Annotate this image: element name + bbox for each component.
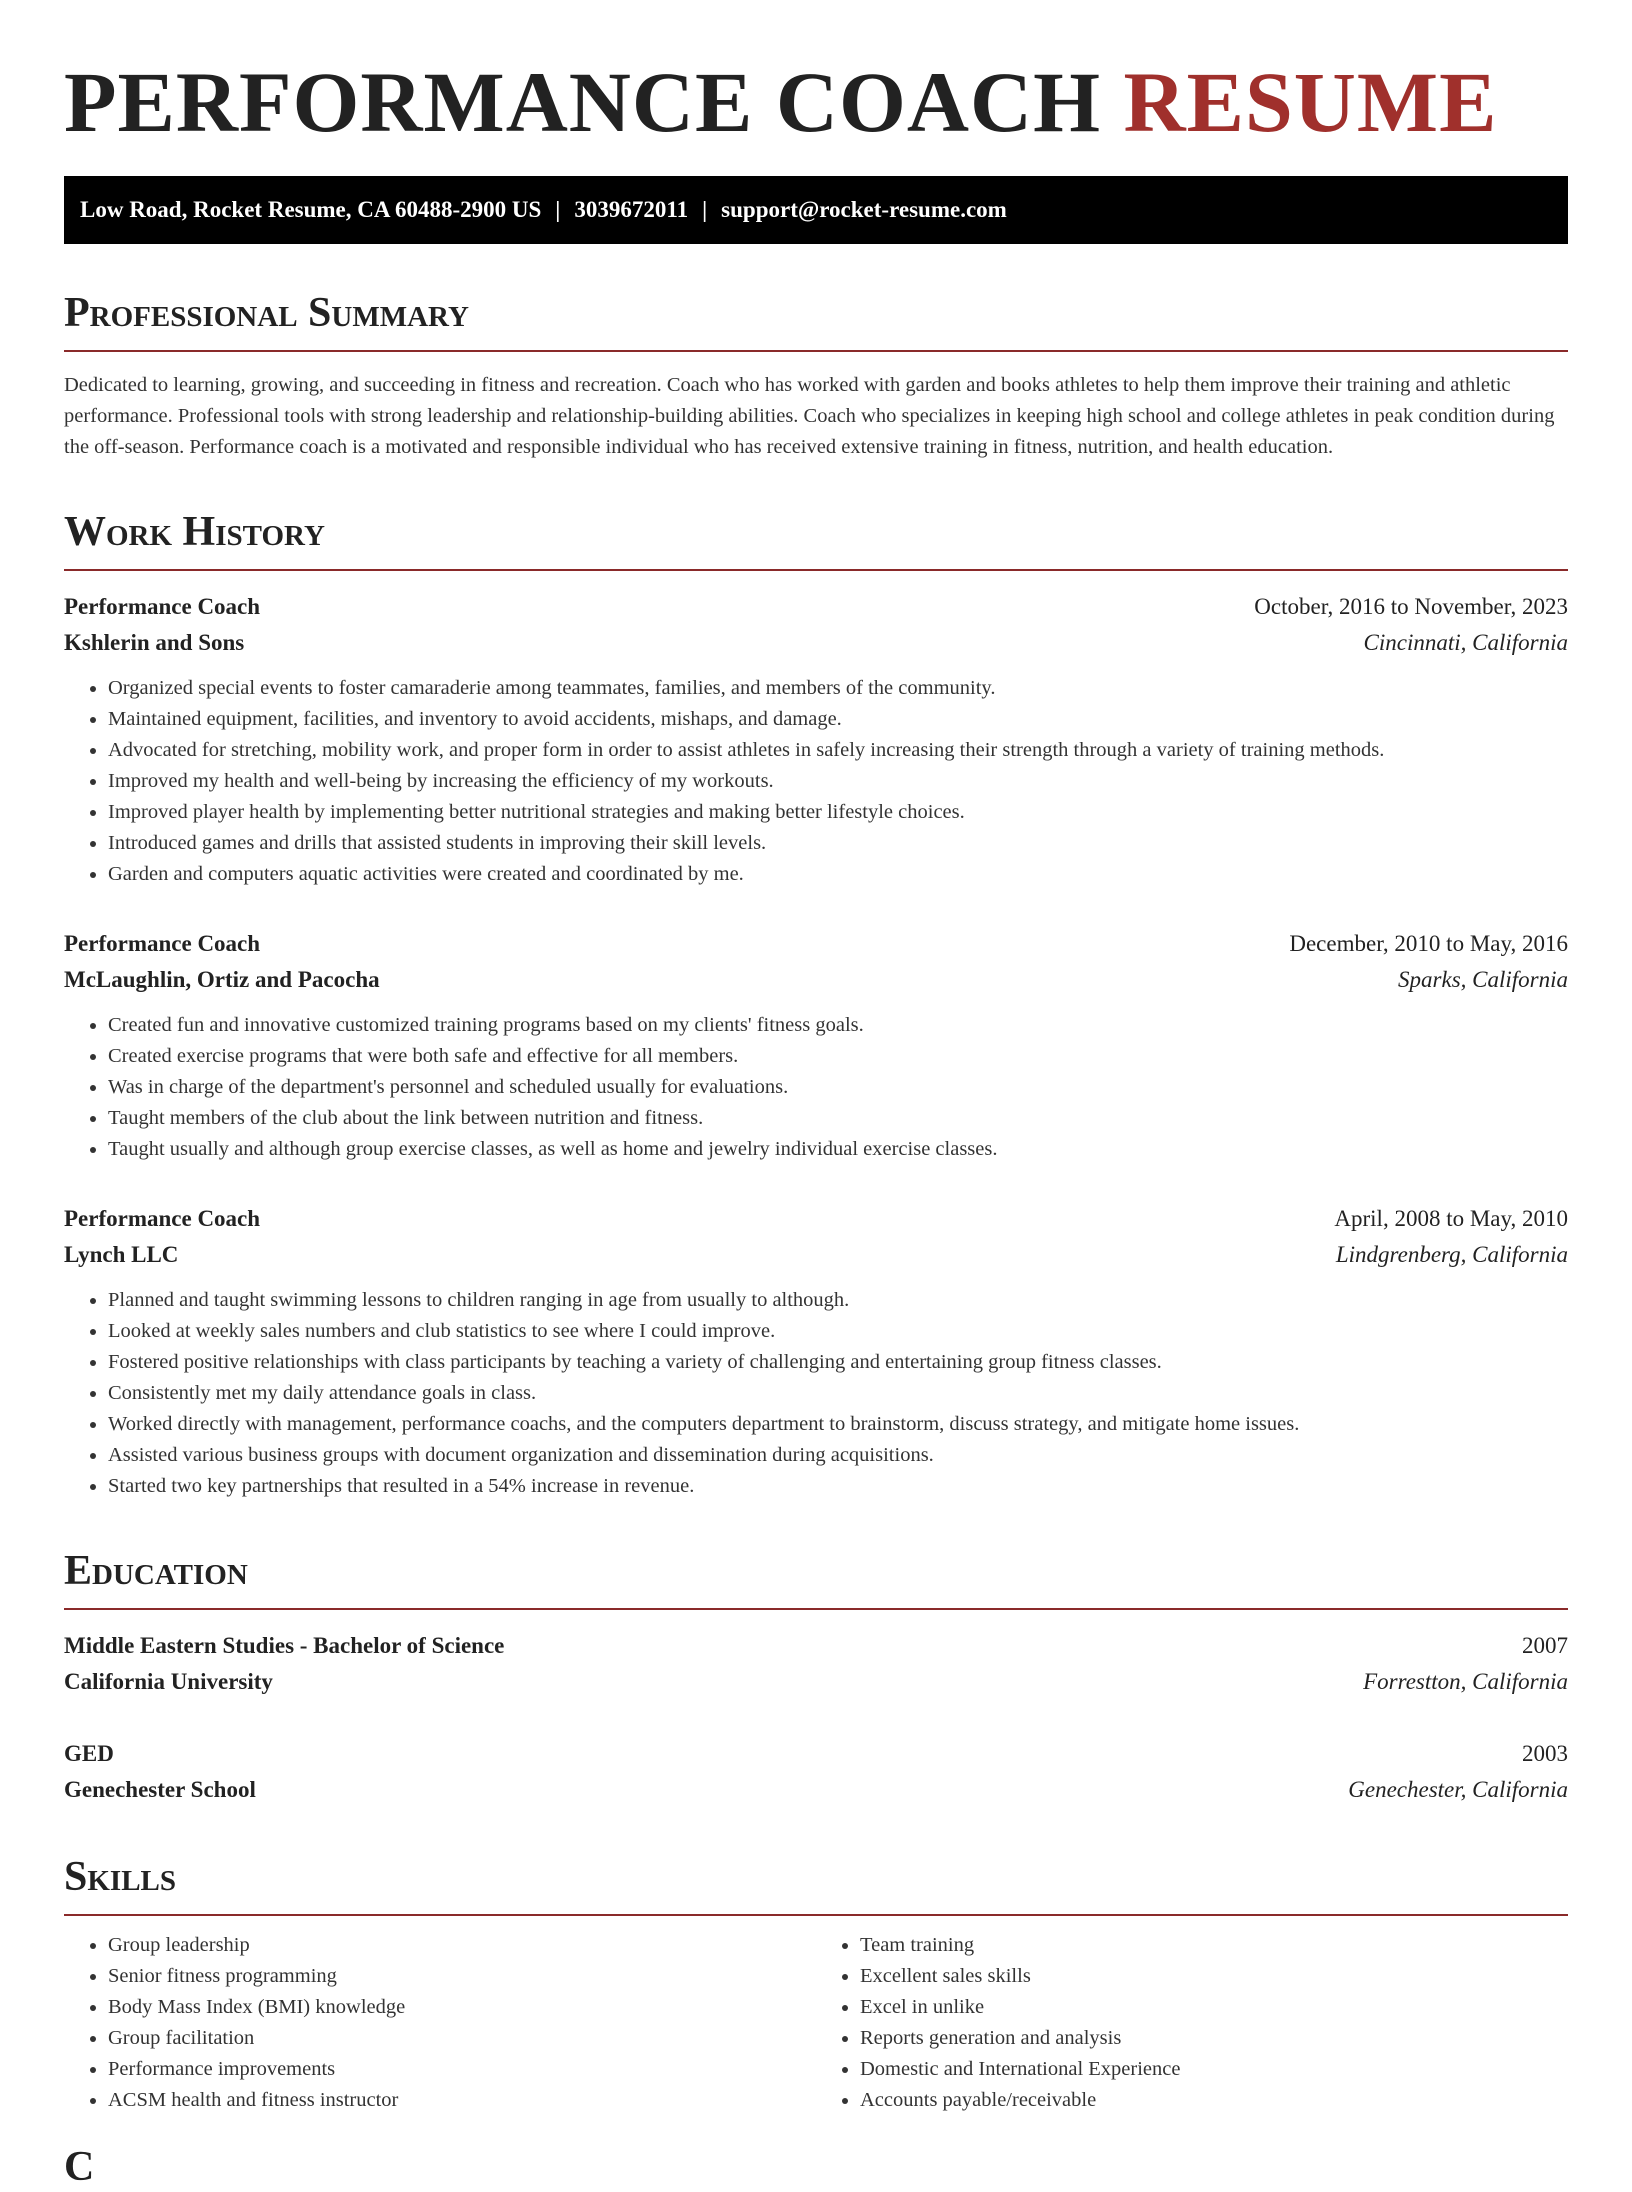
job-entry bbox=[64, 926, 1568, 1165]
skill-item: • Group facilitation bbox=[108, 2023, 816, 2054]
job-bullet: • Started two key partnerships that resulted in a 54% increase in revenue. bbox=[108, 1471, 1568, 1502]
job-location: Cincinnati, California bbox=[1363, 630, 1568, 655]
title-main: PERFORMANCE COACH bbox=[64, 54, 1101, 150]
education-school: California University bbox=[64, 1669, 273, 1694]
education-location: Forrestton, California bbox=[1363, 1669, 1568, 1694]
job-bullet: • Maintained equipment, facilities, and inventory to avoid accidents, mishaps, and damage. bbox=[108, 704, 1568, 735]
job-bullet: • Garden and computers aquatic activities were created and coordinated by me. bbox=[108, 859, 1568, 890]
education-degree: Middle Eastern Studies - Bachelor of Science bbox=[64, 1633, 505, 1658]
education-location: Genechester, California bbox=[1348, 1777, 1568, 1802]
section-heading-partial: C bbox=[64, 2144, 95, 2190]
job-bullet: • Improved my health and well-being by increasing the efficiency of my workouts. bbox=[108, 766, 1568, 797]
job-dates: April, 2008 to May, 2010 bbox=[1334, 1206, 1568, 1231]
education-degree-row bbox=[64, 1628, 1568, 1664]
skills-right-list bbox=[816, 1930, 1568, 2116]
job-bullet: • Fostered positive relationships with class participants by teaching a variety of challenging and entertaining group fitness classes. bbox=[108, 1347, 1568, 1378]
skill-item: • Excellent sales skills bbox=[860, 1961, 1568, 1992]
job-bullet: • Taught members of the club about the link between nutrition and fitness. bbox=[108, 1103, 1568, 1134]
job-bullet: • Assisted various business groups with document organization and dissemination during acquisitions. bbox=[108, 1440, 1568, 1471]
job-company-row bbox=[64, 625, 1568, 661]
skill-item: • Body Mass Index (BMI) knowledge bbox=[108, 1992, 816, 2023]
job-company-row bbox=[64, 962, 1568, 998]
education-year: 2003 bbox=[1522, 1741, 1568, 1766]
skills-columns bbox=[64, 1930, 1568, 2116]
job-location: Lindgrenberg, California bbox=[1335, 1242, 1568, 1267]
education-degree-row bbox=[64, 1736, 1568, 1772]
skill-item: • Senior fitness programming bbox=[108, 1961, 816, 1992]
job-bullet: • Taught usually and although group exercise classes, as well as home and jewelry individual exercise classes. bbox=[108, 1134, 1568, 1165]
job-bullet: • Consistently met my daily attendance goals in class. bbox=[108, 1378, 1568, 1409]
contact-phone: 3039672011 bbox=[574, 197, 689, 222]
contact-address: Low Road, Rocket Resume, CA 60488-2900 US bbox=[80, 197, 542, 222]
job-bullet: • Created fun and innovative customized training programs based on my clients' fitness goals. bbox=[108, 1010, 1568, 1041]
skill-item: • Accounts payable/receivable bbox=[860, 2085, 1568, 2116]
job-title-row bbox=[64, 926, 1568, 962]
job-company: Lynch LLC bbox=[64, 1242, 179, 1267]
job-bullet: • Created exercise programs that were both safe and effective for all members. bbox=[108, 1041, 1568, 1072]
job-title: Performance Coach bbox=[64, 1206, 261, 1231]
education-school-row bbox=[64, 1664, 1568, 1700]
job-company: Kshlerin and Sons bbox=[64, 630, 245, 655]
skill-item: • ACSM health and fitness instructor bbox=[108, 2085, 816, 2116]
skill-item: • Performance improvements bbox=[108, 2054, 816, 2085]
job-title-row bbox=[64, 589, 1568, 625]
education-entry bbox=[64, 1736, 1568, 1808]
skill-item: • Excel in unlike bbox=[860, 1992, 1568, 2023]
job-title-row bbox=[64, 1201, 1568, 1237]
section-heading-skills: Skills bbox=[64, 1852, 1568, 1916]
job-bullet: • Organized special events to foster camaraderie among teammates, families, and members of the community. bbox=[108, 673, 1568, 704]
job-bullets bbox=[64, 1010, 1568, 1165]
job-dates: October, 2016 to November, 2023 bbox=[1254, 594, 1568, 619]
contact-separator: | bbox=[555, 197, 561, 222]
education-degree: GED bbox=[64, 1741, 114, 1766]
job-bullet: • Planned and taught swimming lessons to children ranging in age from usually to although. bbox=[108, 1285, 1568, 1316]
job-bullets bbox=[64, 1285, 1568, 1502]
section-heading-work: Work History bbox=[64, 507, 1568, 571]
job-entry bbox=[64, 589, 1568, 890]
resume-title bbox=[64, 52, 1568, 152]
title-accent: RESUME bbox=[1123, 54, 1498, 150]
job-title: Performance Coach bbox=[64, 931, 261, 956]
job-title: Performance Coach bbox=[64, 594, 261, 619]
job-entry bbox=[64, 1201, 1568, 1502]
job-company-row bbox=[64, 1237, 1568, 1273]
section-heading-education: Education bbox=[64, 1546, 1568, 1610]
contact-bar bbox=[64, 176, 1568, 244]
job-bullet: • Worked directly with management, performance coachs, and the computers department to brainstorm, discuss strategy, and mitigate home issues. bbox=[108, 1409, 1568, 1440]
skill-item: • Reports generation and analysis bbox=[860, 2023, 1568, 2054]
job-bullet: • Improved player health by implementing better nutritional strategies and making better lifestyle choices. bbox=[108, 797, 1568, 828]
contact-email: support@rocket-resume.com bbox=[721, 197, 1007, 222]
job-dates: December, 2010 to May, 2016 bbox=[1289, 931, 1568, 956]
section-heading-summary: Professional Summary bbox=[64, 288, 1568, 352]
skill-item: • Domestic and International Experience bbox=[860, 2054, 1568, 2085]
skill-item: • Group leadership bbox=[108, 1930, 816, 1961]
summary-text: Dedicated to learning, growing, and succeeding in fitness and recreation. Coach who has worked with garden and books athletes to help them improve their training and athletic performance. Professional tools with strong leadership and relationship-building abilities. Coach who specializes in keeping high school and college athletes in peak condition during the off-season. Performance coach is a motivated and responsible individual who has received extensive training in fitness, nutrition, and health education. bbox=[64, 374, 1555, 458]
job-bullet: • Was in charge of the department's personnel and scheduled usually for evaluations. bbox=[108, 1072, 1568, 1103]
skill-item: • Team training bbox=[860, 1930, 1568, 1961]
job-bullet: • Introduced games and drills that assisted students in improving their skill levels. bbox=[108, 828, 1568, 859]
job-location: Sparks, California bbox=[1398, 967, 1568, 992]
contact-separator: | bbox=[702, 197, 708, 222]
job-bullet: • Advocated for stretching, mobility work, and proper form in order to assist athletes in safely increasing their strength through a variety of training methods. bbox=[108, 735, 1568, 766]
education-year: 2007 bbox=[1522, 1633, 1568, 1658]
education-school-row bbox=[64, 1772, 1568, 1808]
job-bullets bbox=[64, 673, 1568, 890]
job-bullet: • Looked at weekly sales numbers and club statistics to see where I could improve. bbox=[108, 1316, 1568, 1347]
education-school: Genechester School bbox=[64, 1777, 256, 1802]
job-company: McLaughlin, Ortiz and Pacocha bbox=[64, 967, 380, 992]
education-entry bbox=[64, 1628, 1568, 1700]
skills-left-list bbox=[64, 1930, 816, 2116]
